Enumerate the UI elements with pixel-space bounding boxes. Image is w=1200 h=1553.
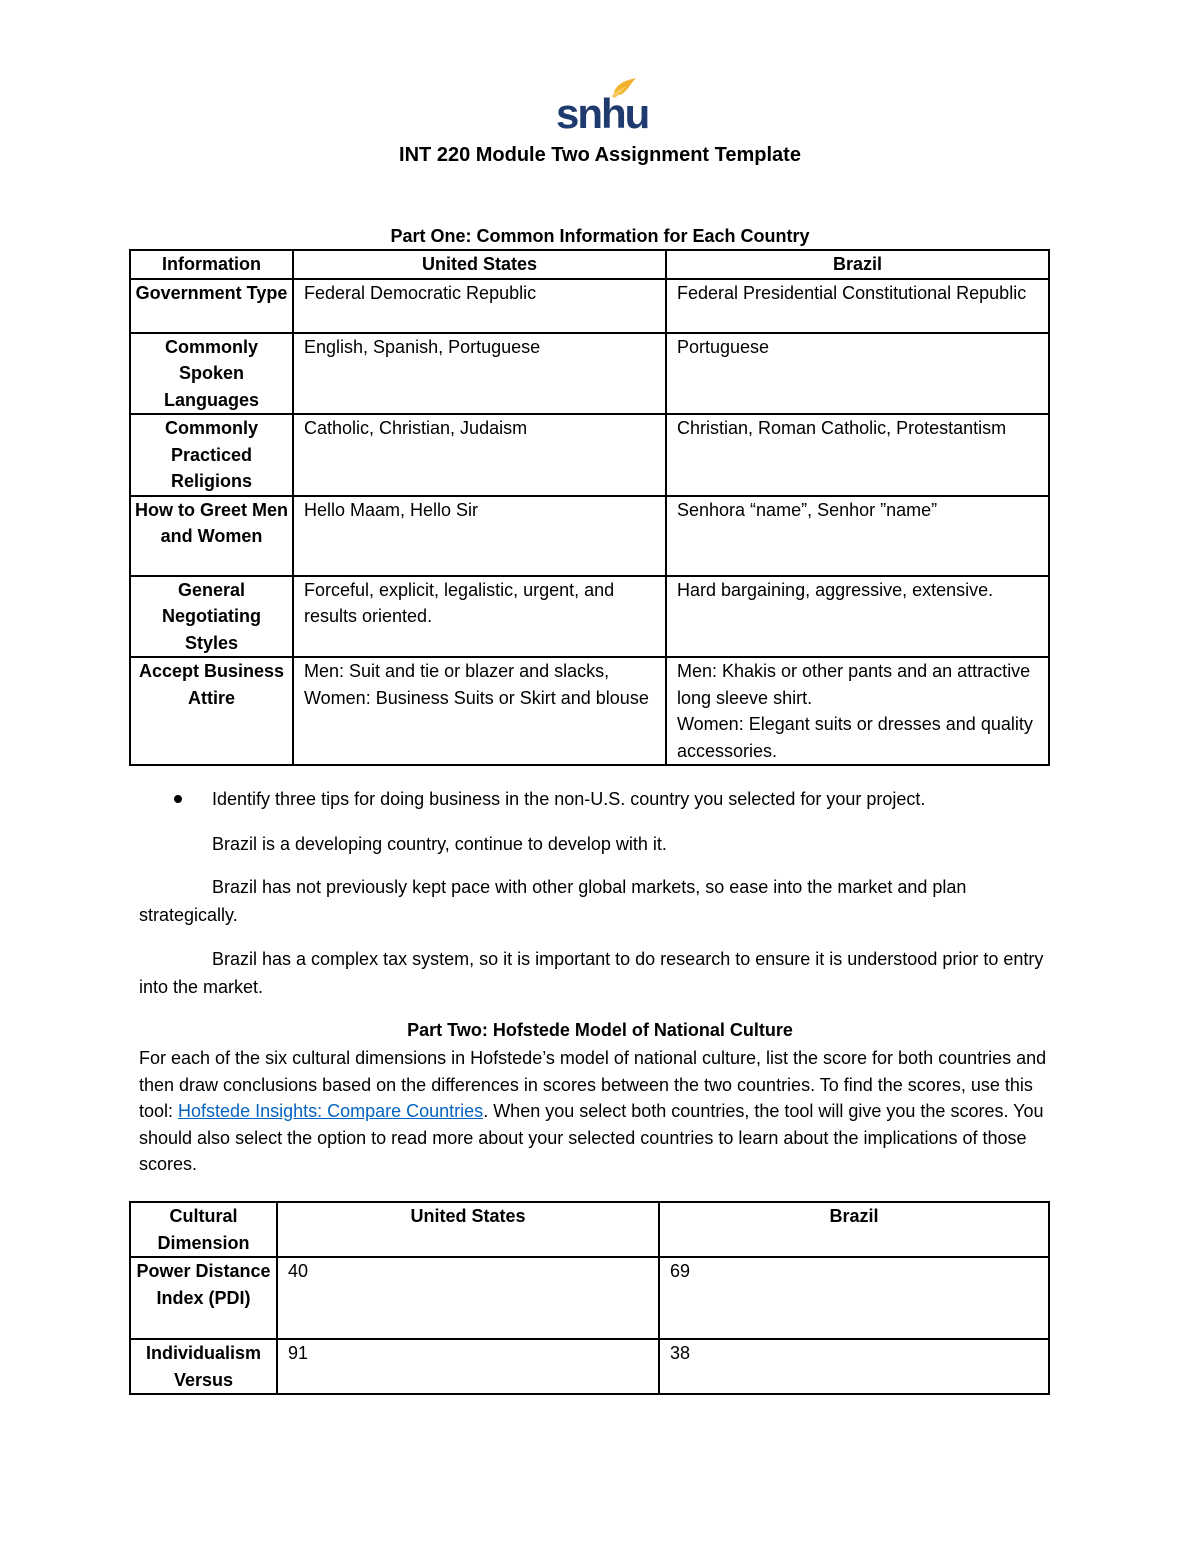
snhu-logo (556, 78, 649, 137)
brazil-cell: Federal Presidential Constitutional Republic (666, 279, 1049, 333)
table-row (130, 1257, 1049, 1339)
table-row (130, 414, 1049, 496)
table-header-row (130, 1202, 1049, 1257)
common-info-table (129, 249, 1050, 766)
intro-text-after: . When you select both countries, the tool will give you the scores. You should also select the option to read more about your selected countries to learn about the implications of those scores. (139, 1101, 1044, 1174)
table-row (130, 657, 1049, 765)
brazil-cell: Christian, Roman Catholic, Protestantism (666, 414, 1049, 496)
tip-3: Brazil has a complex tax system, so it is important to do research to ensure it is understood prior to entry into the market. (139, 949, 1044, 997)
us-cell: 40 (277, 1257, 659, 1339)
row-label: Power Distance Index (PDI) (130, 1257, 277, 1339)
us-cell: 91 (277, 1339, 659, 1394)
document-title: INT 220 Module Two Assignment Template (399, 144, 801, 166)
table-row (130, 279, 1049, 333)
us-cell: Forceful, explicit, legalistic, urgent, and results oriented. (293, 576, 666, 658)
bullet-icon (174, 795, 182, 803)
row-label: Accept Business Attire (130, 657, 293, 765)
part-one-heading: Part One: Common Information for Each Country (390, 226, 810, 246)
table-row (130, 576, 1049, 658)
table-row (130, 333, 1049, 415)
us-cell: Hello Maam, Hello Sir (293, 496, 666, 576)
row-label: How to Greet Men and Women (130, 496, 293, 576)
tip-2: Brazil has not previously kept pace with other global markets, so ease into the market and plan strategically. (139, 877, 967, 925)
row-label: General Negotiating Styles (130, 576, 293, 658)
us-cell: Catholic, Christian, Judaism (293, 414, 666, 496)
us-cell: Federal Democratic Republic (293, 279, 666, 333)
brazil-attire-women: Women: Elegant suits or dresses and quality accessories. (677, 714, 1033, 761)
hofstede-compare-link[interactable]: Hofstede Insights: Compare Countries (178, 1101, 484, 1121)
us-cell: Men: Suit and tie or blazer and slacks, Women: Business Suits or Skirt and blouse (293, 657, 666, 765)
table-row (130, 496, 1049, 576)
intro-text-before: For each of the six cultural dimensions in Hofstede’s model of national culture, list the score for both countries and then draw conclusions based on the differences in scores between the two countries. To find the scores, use this tool: (139, 1048, 1047, 1121)
header-information: Information (130, 250, 293, 279)
brazil-cell: Hard bargaining, aggressive, extensive. (666, 576, 1049, 658)
row-label: Government Type (130, 279, 293, 333)
brazil-cell: 69 (659, 1257, 1049, 1339)
row-label: Commonly Practiced Religions (130, 414, 293, 496)
header-brazil: Brazil (666, 250, 1049, 279)
brazil-cell (666, 657, 1049, 765)
header-brazil: Brazil (659, 1202, 1049, 1257)
brazil-cell: Portuguese (666, 333, 1049, 415)
table-row (130, 1339, 1049, 1394)
tip-1: Brazil is a developing country, continue to develop with it. (212, 834, 667, 854)
us-cell: English, Spanish, Portuguese (293, 333, 666, 415)
row-label: Individualism Versus (130, 1339, 277, 1394)
part-two-instructions (139, 1045, 1064, 1178)
header-united-states: United States (293, 250, 666, 279)
header-cultural-dimension: Cultural Dimension (130, 1202, 277, 1257)
tips-prompt: Identify three tips for doing business in the non-U.S. country you selected for your project. (212, 789, 926, 809)
row-label: Commonly Spoken Languages (130, 333, 293, 415)
header-united-states: United States (277, 1202, 659, 1257)
brazil-attire-men: Men: Khakis or other pants and an attractive long sleeve shirt. (677, 661, 1031, 708)
hofstede-table (129, 1201, 1050, 1395)
logo-text: snhu (556, 90, 649, 137)
brazil-cell: Senhora “name”, Senhor ”name” (666, 496, 1049, 576)
brazil-cell: 38 (659, 1339, 1049, 1394)
part-two-heading: Part Two: Hofstede Model of National Culture (407, 1020, 793, 1040)
table-header-row (130, 250, 1049, 279)
